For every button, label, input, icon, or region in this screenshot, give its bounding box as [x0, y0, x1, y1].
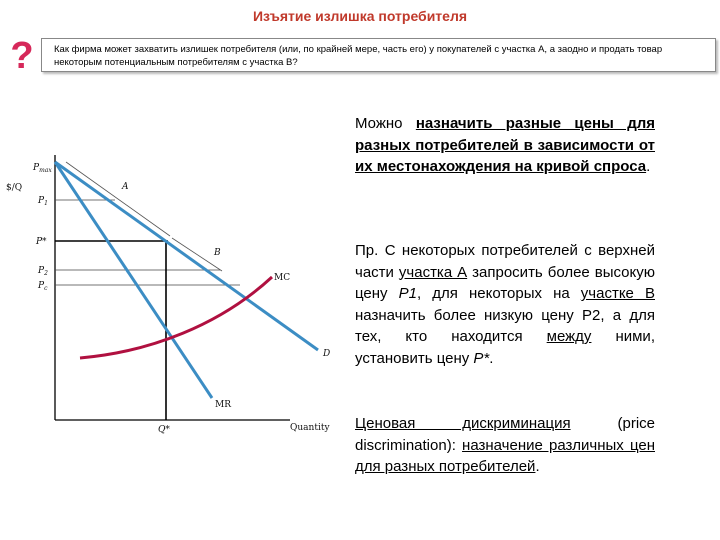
price-discrimination-chart [0, 140, 350, 440]
question-box: Как фирма может захватить излишек потребителя (или, по крайней мере, часть его) у покупателей с участка А, а заодно и продать товар некоторым потенциальным потребителям с участка В? [41, 38, 716, 72]
qstar-tick-label: Q* [158, 425, 170, 435]
text-run: Ценовая дискриминация [355, 415, 571, 432]
text-run: Пр. С некоторых потребителей с верхней части [355, 242, 655, 281]
text-run: . [489, 349, 494, 367]
text-run: Р* [473, 349, 490, 367]
text-run: Можно [355, 115, 416, 132]
region-a-label: A [122, 182, 129, 192]
paragraph-pricing-idea [355, 113, 655, 178]
p1-tick-label: $P_1$ [38, 196, 48, 207]
mr-curve [55, 162, 212, 398]
pstar-tick-label: P* [36, 237, 47, 247]
slide-title: Изъятие излишка потребителя [252, 8, 468, 24]
text-run: запросить более высокую цену [355, 263, 656, 302]
text-run: . [646, 158, 651, 175]
demand-curve [55, 162, 318, 350]
demand-label: D [323, 349, 331, 359]
paragraph-definition [355, 413, 655, 478]
y-axis-label: $/Q [6, 183, 23, 193]
text-run: назначить более низкую цену Р2, а для тех, кто находится [355, 306, 655, 345]
pmax-tick-label: $P_{max}$ [33, 163, 52, 174]
text-run: Р1 [398, 285, 417, 302]
mr-label: MR [215, 400, 231, 410]
text-run: (price discrimination): [355, 415, 655, 454]
text-run: между [546, 328, 592, 345]
text-run: участка А [398, 263, 468, 281]
x-axis-label: Quantity [290, 423, 330, 433]
p2-tick-label: $P_2$ [38, 266, 48, 277]
question-mark-icon: ? [10, 35, 34, 77]
text-run: участке В [580, 285, 655, 302]
paragraph-example [355, 240, 655, 369]
region-b-label: B [214, 248, 221, 258]
text-run: , для некоторых на [417, 285, 581, 302]
pc-tick-label: $P_c$ [38, 281, 48, 292]
mc-label: MC [274, 273, 291, 283]
region-a-brace [66, 162, 170, 236]
text-run: назначение различных цен для разных потребителей [355, 436, 655, 475]
text-run: назначить разные цены для разных потребителей в зависимости от их местонахождения на кривой спроса [355, 115, 655, 175]
text-run: ними, установить цену [355, 328, 655, 367]
text-run: . [535, 458, 540, 475]
